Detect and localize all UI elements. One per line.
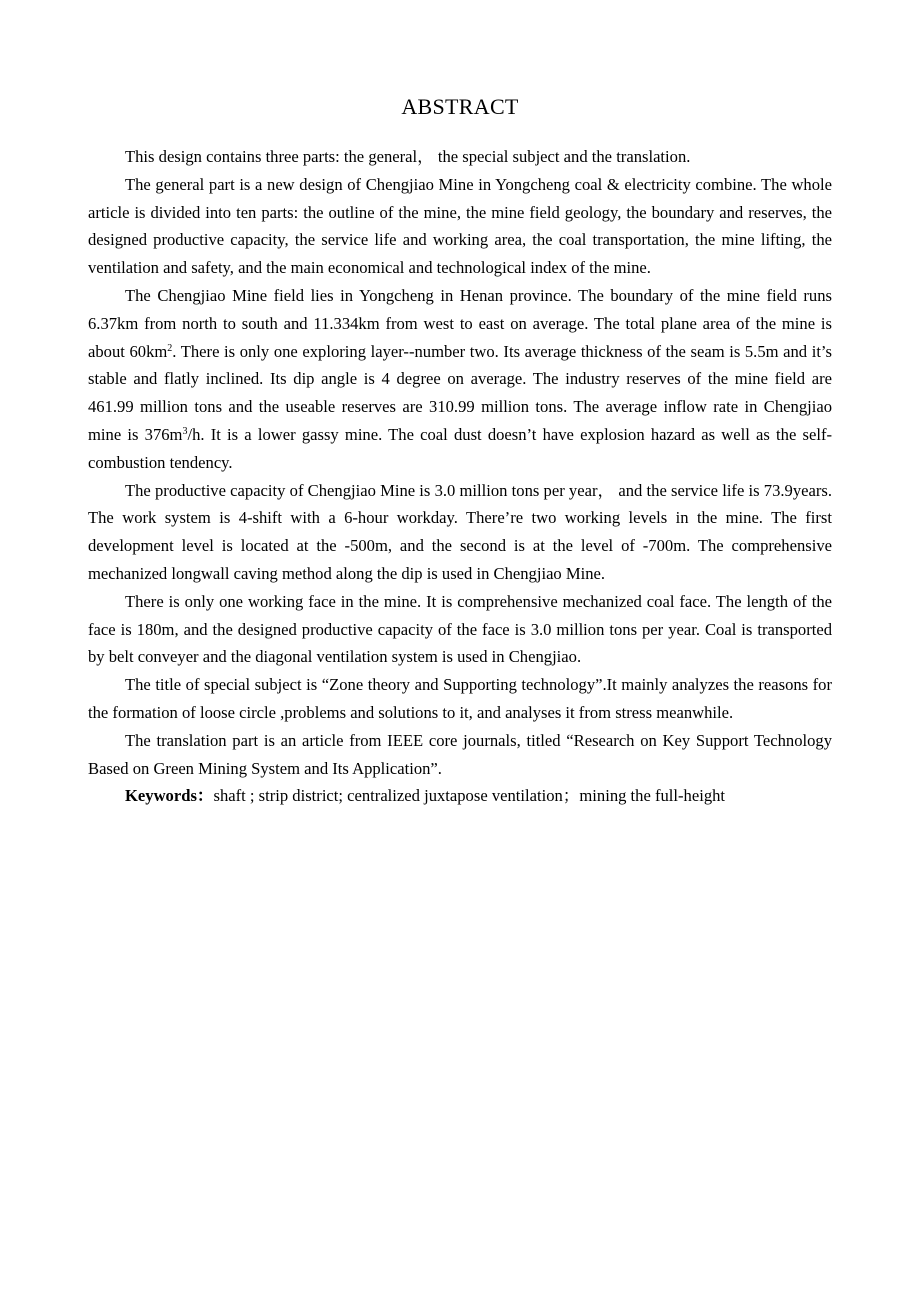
keywords-line (88, 782, 832, 810)
paragraph-mine-field-text-a: The Chengjiao Mine field lies in Yongcheng in Henan province. The boundary of the mine field runs 6.37km from north to south and 11.334km from west to east on average. The total plane area of the mine is about 60km (88, 285, 832, 361)
paragraph-productive-capacity: The productive capacity of Chengjiao Mine is 3.0 million tons per year， and the service life is 73.9years. The work system is 4-shift with a 6-hour workday. There’re two working levels in the mine. The first development level is located at the -500m, and the second is at the level of -700m. The comprehensive mechanized longwall caving method along the dip is used in Chengjiao Mine. (88, 480, 832, 583)
document-page (88, 92, 832, 810)
paragraph-mine-field (88, 282, 832, 477)
paragraph-mine-field-text-c: /h. It is a lower gassy mine. The coal dust doesn’t have explosion hazard as well as the self-combustion tendency. (88, 424, 833, 472)
paragraph-working-face: There is only one working face in the mine. It is comprehensive mechanized coal face. The length of the face is 180m, and the designed productive capacity of the face is 3.0 million tons per year. Coal is transported by belt conveyer and the diagonal ventilation system is used in Chengjiao. (88, 591, 832, 667)
paragraph-overview: This design contains three parts: the general， the special subject and the translation. (125, 147, 691, 166)
area-unit-superscript: 2 (167, 342, 173, 354)
paragraph-translation: The translation part is an article from IEEE core journals, titled “Research on Key Support Technology Based on Green Mining System and Its Application”. (88, 730, 832, 778)
paragraph-general-part: The general part is a new design of Chengjiao Mine in Yongcheng coal & electricity combine. The whole article is divided into ten parts: the outline of the mine, the mine field geology, the boundary and reserves, the designed productive capacity, the service life and working area, the coal transportation, the mine lifting, the ventilation and safety, and the main economical and technological index of the mine. (88, 174, 832, 278)
keywords-label: Keywords： (125, 786, 214, 806)
abstract-title: ABSTRACT (401, 94, 519, 119)
paragraph-special-subject: The title of special subject is “Zone theory and Supporting technology”.It mainly analyzes the reasons for the formation of loose circle ,problems and solutions to it, and analyses it from stress meanwhile. (88, 675, 832, 722)
volume-unit-superscript: 3 (182, 425, 188, 437)
paragraph-mine-field-text-b: . There is only one exploring layer--number two. Its average thickness of the seam is 5.5m and it’s stable and flatly inclined. Its dip angle is 4 degree on average. The industry reserves of the mine field are 461.99 million tons and the useable reserves are 310.99 million tons. The average inflow rate in Chengjiao mine is 376m (88, 341, 832, 444)
keywords-text: shaft ; strip district; centralized juxtapose ventilation；mining the full-height (213, 786, 726, 806)
